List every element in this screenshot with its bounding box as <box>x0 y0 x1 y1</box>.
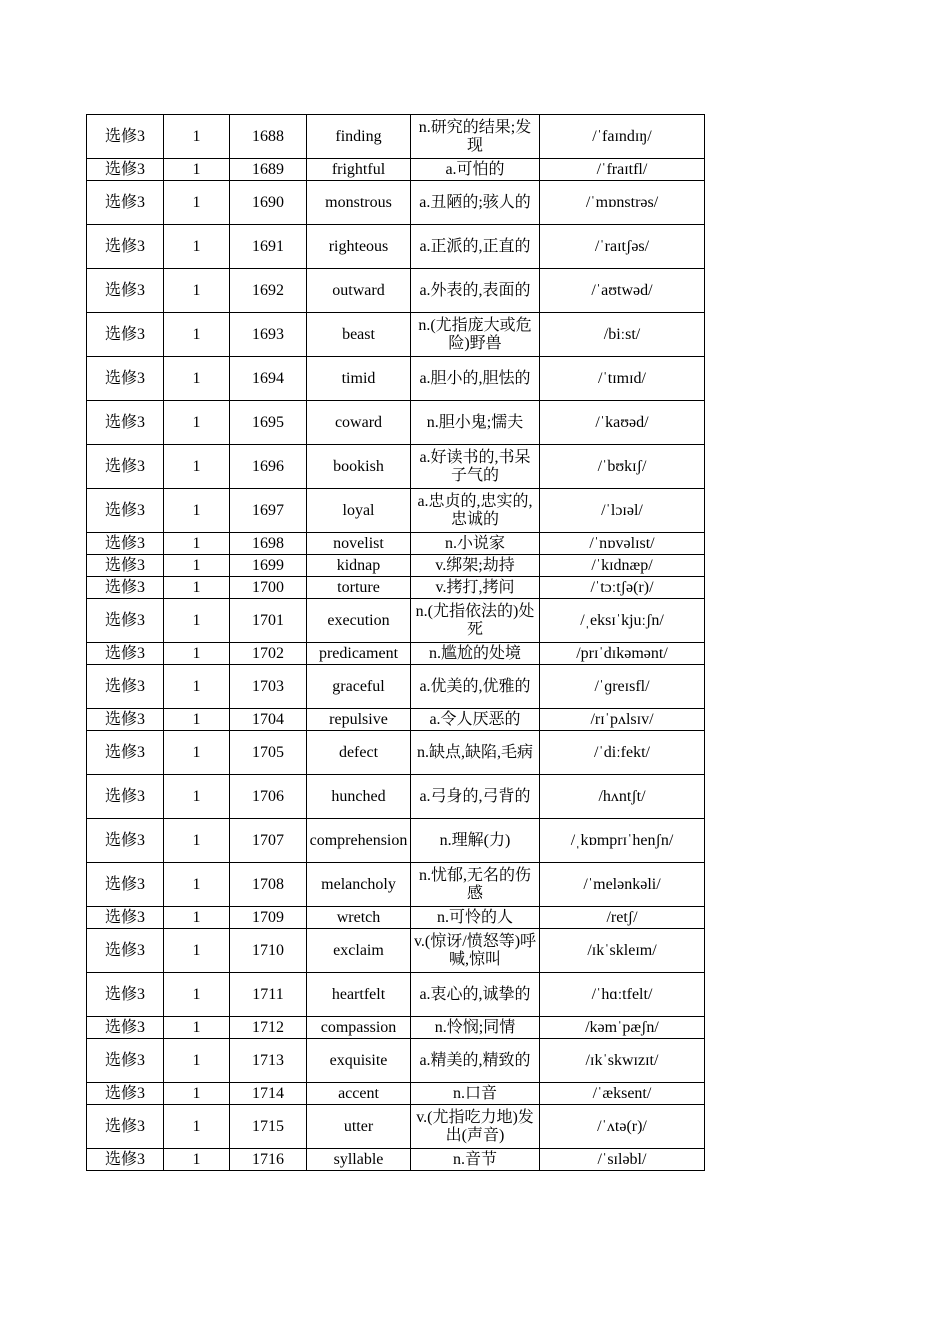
word-cell: coward <box>307 401 411 445</box>
phonetic-cell: /ˈaʊtwəd/ <box>540 269 705 313</box>
number-cell: 1689 <box>230 159 307 181</box>
word-cell: melancholy <box>307 863 411 907</box>
book-cell: 选修3 <box>87 1017 164 1039</box>
book-cell: 选修3 <box>87 577 164 599</box>
number-cell: 1704 <box>230 709 307 731</box>
book-cell: 选修3 <box>87 973 164 1017</box>
word-cell: defect <box>307 731 411 775</box>
word-cell: predicament <box>307 643 411 665</box>
meaning-cell: n.研究的结果;发现 <box>411 115 540 159</box>
unit-cell: 1 <box>164 159 230 181</box>
word-cell: bookish <box>307 445 411 489</box>
unit-cell: 1 <box>164 665 230 709</box>
phonetic-cell: /ˈɡreɪsfl/ <box>540 665 705 709</box>
unit-cell: 1 <box>164 1105 230 1149</box>
table-row <box>87 599 705 643</box>
book-cell: 选修3 <box>87 599 164 643</box>
phonetic-cell: /ˈfaɪndɪŋ/ <box>540 115 705 159</box>
phonetic-cell: /ˈkɪdnæp/ <box>540 555 705 577</box>
table-row <box>87 225 705 269</box>
number-cell: 1693 <box>230 313 307 357</box>
phonetic-cell: /ˈraɪtʃəs/ <box>540 225 705 269</box>
phonetic-cell: /ˈʌtə(r)/ <box>540 1105 705 1149</box>
unit-cell: 1 <box>164 555 230 577</box>
book-cell: 选修3 <box>87 269 164 313</box>
unit-cell: 1 <box>164 1083 230 1105</box>
word-cell: timid <box>307 357 411 401</box>
word-cell: heartfelt <box>307 973 411 1017</box>
number-cell: 1701 <box>230 599 307 643</box>
book-cell: 选修3 <box>87 929 164 973</box>
number-cell: 1711 <box>230 973 307 1017</box>
table-row <box>87 445 705 489</box>
table-row <box>87 863 705 907</box>
unit-cell: 1 <box>164 973 230 1017</box>
unit-cell: 1 <box>164 533 230 555</box>
meaning-cell: v.拷打,拷问 <box>411 577 540 599</box>
phonetic-cell: /ˈæksent/ <box>540 1083 705 1105</box>
book-cell: 选修3 <box>87 225 164 269</box>
table-row <box>87 973 705 1017</box>
book-cell: 选修3 <box>87 555 164 577</box>
book-cell: 选修3 <box>87 159 164 181</box>
table-row <box>87 115 705 159</box>
meaning-cell: n.理解(力) <box>411 819 540 863</box>
word-cell: frightful <box>307 159 411 181</box>
unit-cell: 1 <box>164 269 230 313</box>
unit-cell: 1 <box>164 709 230 731</box>
book-cell: 选修3 <box>87 907 164 929</box>
meaning-cell: a.令人厌恶的 <box>411 709 540 731</box>
number-cell: 1698 <box>230 533 307 555</box>
meaning-cell: n.胆小鬼;懦夫 <box>411 401 540 445</box>
table-row <box>87 489 705 533</box>
number-cell: 1695 <box>230 401 307 445</box>
book-cell: 选修3 <box>87 643 164 665</box>
number-cell: 1696 <box>230 445 307 489</box>
table-row <box>87 1017 705 1039</box>
number-cell: 1691 <box>230 225 307 269</box>
meaning-cell: n.怜悯;同情 <box>411 1017 540 1039</box>
word-cell: novelist <box>307 533 411 555</box>
table-row <box>87 709 705 731</box>
number-cell: 1702 <box>230 643 307 665</box>
table-row <box>87 819 705 863</box>
meaning-cell: a.正派的,正直的 <box>411 225 540 269</box>
meaning-cell: v.(尤指吃力地)发出(声音) <box>411 1105 540 1149</box>
table-row <box>87 357 705 401</box>
unit-cell: 1 <box>164 819 230 863</box>
meaning-cell: a.优美的,优雅的 <box>411 665 540 709</box>
number-cell: 1688 <box>230 115 307 159</box>
phonetic-cell: /ˌeksɪˈkjuːʃn/ <box>540 599 705 643</box>
phonetic-cell: /ˈtɪmɪd/ <box>540 357 705 401</box>
word-cell: monstrous <box>307 181 411 225</box>
number-cell: 1697 <box>230 489 307 533</box>
meaning-cell: a.弓身的,弓背的 <box>411 775 540 819</box>
table-row <box>87 181 705 225</box>
word-cell: graceful <box>307 665 411 709</box>
word-cell: righteous <box>307 225 411 269</box>
table-row <box>87 1083 705 1105</box>
book-cell: 选修3 <box>87 1149 164 1171</box>
table-row <box>87 1039 705 1083</box>
unit-cell: 1 <box>164 929 230 973</box>
book-cell: 选修3 <box>87 357 164 401</box>
meaning-cell: a.丑陋的;骇人的 <box>411 181 540 225</box>
word-cell: comprehension <box>307 819 411 863</box>
phonetic-cell: /ɪkˈskleɪm/ <box>540 929 705 973</box>
meaning-cell: n.(尤指庞大或危险)野兽 <box>411 313 540 357</box>
word-cell: execution <box>307 599 411 643</box>
word-cell: compassion <box>307 1017 411 1039</box>
number-cell: 1703 <box>230 665 307 709</box>
meaning-cell: a.好读书的,书呆子气的 <box>411 445 540 489</box>
meaning-cell: a.可怕的 <box>411 159 540 181</box>
word-cell: utter <box>307 1105 411 1149</box>
word-cell: outward <box>307 269 411 313</box>
book-cell: 选修3 <box>87 1105 164 1149</box>
table-row <box>87 907 705 929</box>
book-cell: 选修3 <box>87 1083 164 1105</box>
number-cell: 1692 <box>230 269 307 313</box>
meaning-cell: n.缺点,缺陷,毛病 <box>411 731 540 775</box>
meaning-cell: n.(尤指依法的)处死 <box>411 599 540 643</box>
unit-cell: 1 <box>164 357 230 401</box>
phonetic-cell: /ˈbʊkɪʃ/ <box>540 445 705 489</box>
meaning-cell: a.精美的,精致的 <box>411 1039 540 1083</box>
phonetic-cell: /ˈsɪləbl/ <box>540 1149 705 1171</box>
unit-cell: 1 <box>164 577 230 599</box>
unit-cell: 1 <box>164 313 230 357</box>
word-cell: exclaim <box>307 929 411 973</box>
vocabulary-table-body <box>87 115 705 1171</box>
book-cell: 选修3 <box>87 731 164 775</box>
word-cell: beast <box>307 313 411 357</box>
phonetic-cell: /ˈmɒnstrəs/ <box>540 181 705 225</box>
book-cell: 选修3 <box>87 709 164 731</box>
book-cell: 选修3 <box>87 489 164 533</box>
book-cell: 选修3 <box>87 533 164 555</box>
meaning-cell: n.忧郁,无名的伤感 <box>411 863 540 907</box>
word-cell: wretch <box>307 907 411 929</box>
book-cell: 选修3 <box>87 1039 164 1083</box>
word-cell: accent <box>307 1083 411 1105</box>
phonetic-cell: /ˈfraɪtfl/ <box>540 159 705 181</box>
word-cell: finding <box>307 115 411 159</box>
word-cell: hunched <box>307 775 411 819</box>
table-row <box>87 269 705 313</box>
unit-cell: 1 <box>164 643 230 665</box>
number-cell: 1714 <box>230 1083 307 1105</box>
book-cell: 选修3 <box>87 775 164 819</box>
unit-cell: 1 <box>164 1017 230 1039</box>
word-cell: syllable <box>307 1149 411 1171</box>
unit-cell: 1 <box>164 863 230 907</box>
book-cell: 选修3 <box>87 401 164 445</box>
table-row <box>87 929 705 973</box>
unit-cell: 1 <box>164 181 230 225</box>
table-row <box>87 665 705 709</box>
table-row <box>87 401 705 445</box>
number-cell: 1706 <box>230 775 307 819</box>
table-row <box>87 1105 705 1149</box>
phonetic-cell: /ˈkaʊəd/ <box>540 401 705 445</box>
table-row <box>87 1149 705 1171</box>
table-row <box>87 643 705 665</box>
unit-cell: 1 <box>164 225 230 269</box>
phonetic-cell: /biːst/ <box>540 313 705 357</box>
number-cell: 1709 <box>230 907 307 929</box>
unit-cell: 1 <box>164 1149 230 1171</box>
meaning-cell: n.可怜的人 <box>411 907 540 929</box>
phonetic-cell: /ˈtɔːtʃə(r)/ <box>540 577 705 599</box>
book-cell: 选修3 <box>87 863 164 907</box>
meaning-cell: a.忠贞的,忠实的,忠诚的 <box>411 489 540 533</box>
number-cell: 1700 <box>230 577 307 599</box>
meaning-cell: v.(惊讶/愤怒等)呼喊,惊叫 <box>411 929 540 973</box>
book-cell: 选修3 <box>87 313 164 357</box>
word-cell: kidnap <box>307 555 411 577</box>
phonetic-cell: /ˌkɒmprɪˈhenʃn/ <box>540 819 705 863</box>
number-cell: 1707 <box>230 819 307 863</box>
table-row <box>87 555 705 577</box>
meaning-cell: a.外表的,表面的 <box>411 269 540 313</box>
unit-cell: 1 <box>164 115 230 159</box>
number-cell: 1690 <box>230 181 307 225</box>
number-cell: 1716 <box>230 1149 307 1171</box>
meaning-cell: n.小说家 <box>411 533 540 555</box>
unit-cell: 1 <box>164 445 230 489</box>
meaning-cell: v.绑架;劫持 <box>411 555 540 577</box>
number-cell: 1699 <box>230 555 307 577</box>
book-cell: 选修3 <box>87 115 164 159</box>
phonetic-cell: /prɪˈdɪkəmənt/ <box>540 643 705 665</box>
phonetic-cell: /retʃ/ <box>540 907 705 929</box>
meaning-cell: n.音节 <box>411 1149 540 1171</box>
unit-cell: 1 <box>164 489 230 533</box>
book-cell: 选修3 <box>87 665 164 709</box>
word-cell: exquisite <box>307 1039 411 1083</box>
unit-cell: 1 <box>164 401 230 445</box>
meaning-cell: n.口音 <box>411 1083 540 1105</box>
unit-cell: 1 <box>164 731 230 775</box>
meaning-cell: a.衷心的,诚挚的 <box>411 973 540 1017</box>
phonetic-cell: /ˈnɒvəlɪst/ <box>540 533 705 555</box>
phonetic-cell: /rɪˈpʌlsɪv/ <box>540 709 705 731</box>
table-row <box>87 775 705 819</box>
number-cell: 1712 <box>230 1017 307 1039</box>
book-cell: 选修3 <box>87 181 164 225</box>
book-cell: 选修3 <box>87 819 164 863</box>
phonetic-cell: /ˈlɔɪəl/ <box>540 489 705 533</box>
table-row <box>87 313 705 357</box>
unit-cell: 1 <box>164 907 230 929</box>
word-cell: repulsive <box>307 709 411 731</box>
phonetic-cell: /ˈmelənkəli/ <box>540 863 705 907</box>
table-row <box>87 159 705 181</box>
number-cell: 1715 <box>230 1105 307 1149</box>
unit-cell: 1 <box>164 775 230 819</box>
table-row <box>87 731 705 775</box>
phonetic-cell: /ˈdiːfekt/ <box>540 731 705 775</box>
meaning-cell: a.胆小的,胆怯的 <box>411 357 540 401</box>
table-row <box>87 533 705 555</box>
phonetic-cell: /hʌntʃt/ <box>540 775 705 819</box>
number-cell: 1713 <box>230 1039 307 1083</box>
vocabulary-table <box>86 114 705 1171</box>
phonetic-cell: /ɪkˈskwɪzɪt/ <box>540 1039 705 1083</box>
unit-cell: 1 <box>164 599 230 643</box>
word-cell: loyal <box>307 489 411 533</box>
word-cell: torture <box>307 577 411 599</box>
phonetic-cell: /ˈhɑːtfelt/ <box>540 973 705 1017</box>
number-cell: 1710 <box>230 929 307 973</box>
number-cell: 1694 <box>230 357 307 401</box>
number-cell: 1708 <box>230 863 307 907</box>
unit-cell: 1 <box>164 1039 230 1083</box>
phonetic-cell: /kəmˈpæʃn/ <box>540 1017 705 1039</box>
number-cell: 1705 <box>230 731 307 775</box>
table-row <box>87 577 705 599</box>
book-cell: 选修3 <box>87 445 164 489</box>
meaning-cell: n.尴尬的处境 <box>411 643 540 665</box>
